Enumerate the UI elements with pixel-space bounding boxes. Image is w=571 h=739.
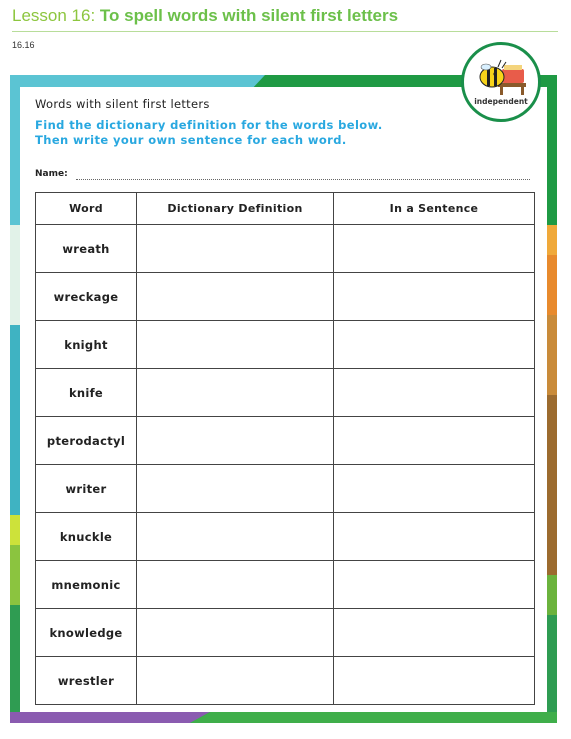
sentence-cell[interactable]	[334, 417, 535, 465]
table-row	[36, 657, 535, 705]
word-cell: knowledge	[36, 609, 137, 657]
worksheet-heading: Words with silent first letters	[35, 97, 210, 111]
word-cell: wrestler	[36, 657, 137, 705]
sentence-cell[interactable]	[334, 513, 535, 561]
word-cell: wreckage	[36, 273, 137, 321]
definition-cell[interactable]	[137, 273, 334, 321]
definition-cell[interactable]	[137, 369, 334, 417]
definition-cell[interactable]	[137, 321, 334, 369]
sentence-cell[interactable]	[334, 321, 535, 369]
badge-label: independent	[474, 97, 528, 106]
title-divider	[12, 31, 558, 32]
word-cell: writer	[36, 465, 137, 513]
sentence-cell[interactable]	[334, 225, 535, 273]
sentence-cell[interactable]	[334, 369, 535, 417]
definition-cell[interactable]	[137, 417, 334, 465]
instruction-line-2: Then write your own sentence for each word.	[35, 133, 347, 147]
instruction-line-1: Find the dictionary definition for the words below.	[35, 118, 383, 132]
word-cell: pterodactyl	[36, 417, 137, 465]
bee-at-desk-icon	[464, 45, 538, 119]
table-header-row	[36, 193, 535, 225]
sentence-cell[interactable]	[334, 561, 535, 609]
table-row	[36, 417, 535, 465]
sentence-cell[interactable]	[334, 657, 535, 705]
column-header-sentence: In a Sentence	[334, 193, 535, 225]
table-row	[36, 273, 535, 321]
definition-cell[interactable]	[137, 609, 334, 657]
instructions	[35, 118, 383, 148]
independent-badge	[461, 42, 541, 122]
spelling-table	[35, 192, 535, 705]
name-field[interactable]	[76, 179, 530, 180]
table-row	[36, 369, 535, 417]
lesson-name: To spell words with silent first letters	[99, 6, 399, 25]
name-label: Name:	[35, 169, 68, 179]
word-cell: wreath	[36, 225, 137, 273]
word-cell: knight	[36, 321, 137, 369]
word-cell: mnemonic	[36, 561, 137, 609]
definition-cell[interactable]	[137, 225, 334, 273]
definition-cell[interactable]	[137, 657, 334, 705]
definition-cell[interactable]	[137, 465, 334, 513]
sentence-cell[interactable]	[334, 273, 535, 321]
word-cell: knife	[36, 369, 137, 417]
table-row	[36, 465, 535, 513]
sentence-cell[interactable]	[334, 609, 535, 657]
definition-cell[interactable]	[137, 513, 334, 561]
sentence-cell[interactable]	[334, 465, 535, 513]
table-row	[36, 513, 535, 561]
column-header-word: Word	[36, 193, 137, 225]
table-row	[36, 225, 535, 273]
lesson-code: 16.16	[12, 40, 35, 50]
lesson-prefix: Lesson 16:	[12, 6, 100, 25]
lesson-title	[12, 6, 398, 26]
table-row	[36, 561, 535, 609]
table-row	[36, 609, 535, 657]
table-row	[36, 321, 535, 369]
column-header-definition: Dictionary Definition	[137, 193, 334, 225]
word-cell: knuckle	[36, 513, 137, 561]
definition-cell[interactable]	[137, 561, 334, 609]
